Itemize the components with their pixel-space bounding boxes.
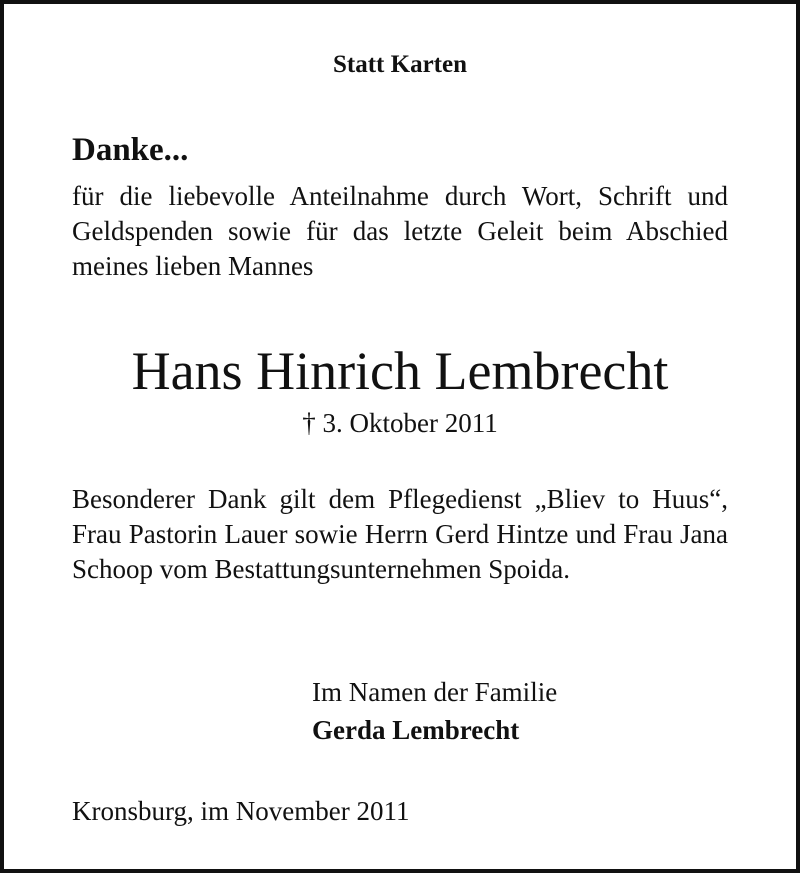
thanks-title: Danke... xyxy=(72,132,189,168)
signature-intro: Im Namen der Familie xyxy=(312,677,558,707)
place-date: Kronsburg, im November 2011 xyxy=(72,796,410,826)
special-thanks-paragraph: Besonderer Dank gilt dem Pflegedienst „Bliev to Huus“, Frau Pastorin Lauer sowie Herrn Gerd Hintze und Frau Jana Schoop vom Bestattungsunternehmen Spoida. xyxy=(72,484,728,584)
deceased-name: Hans Hinrich Lembrecht xyxy=(131,341,669,401)
signature-name: Gerda Lembrecht xyxy=(312,715,520,745)
notice-header: Statt Karten xyxy=(333,51,467,78)
thanks-paragraph: für die liebevolle Anteilnahme durch Wort, Schrift und Geldspenden sowie für das letzte Geleit beim Abschied meines lieben Mannes xyxy=(72,181,728,281)
death-date: † 3. Oktober 2011 xyxy=(302,408,498,438)
